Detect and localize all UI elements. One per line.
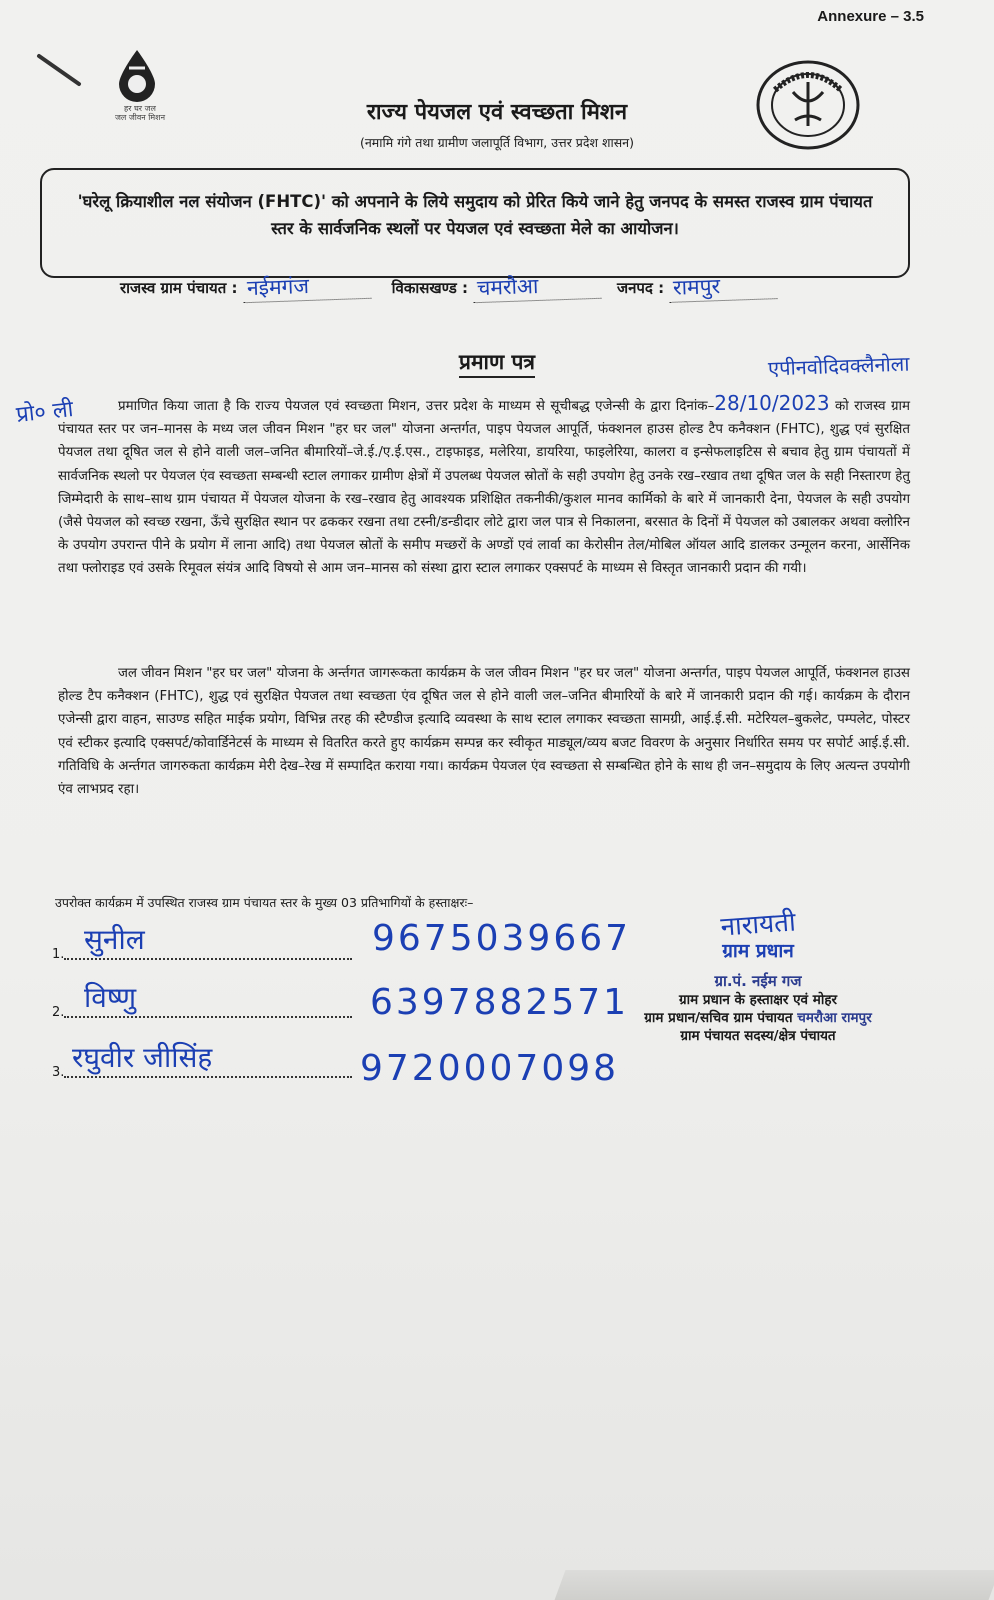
para1-text-b: के द्वारा दिनांक– bbox=[634, 399, 715, 414]
pradhan-line-1-a: ग्राम प्रधान bbox=[678, 992, 730, 1008]
certificate-paragraph-2: जल जीवन मिशन "हर घर जल" योजना के अर्न्तगत जागरूकता कार्यक्रम के जल जीवन मिशन "हर घर जल" योजना अन्तर्गत, पाइप पेयजल आपूर्ति, फंक्शनल हाउस होल्ड टैप कनैक्शन (FHTC), शुद्ध एवं सुरक्षित पेयजल तथा स्वच्छता एंव दूषित जल से होने वाली जल–जनित बीमारियों के बारे में जानकारी प्रदान की गई। कार्यक्रम के दौरान एजेन्सी द्वारा वाहन, साउण्ड सहित माईक प्रयोग, विभिन्न तरह की स्टैण्डीज इत्यादि व्यवस्था के साथ स्टाल लगाकर स्वच्छता सामग्री, आई.ई.सी. मटेरियल–बुकलेट, पम्पलेट, पोस्टर एवं स्टीकर इत्यादि एक्सपर्ट/कोवार्डिनेटर्स के माध्यम से वितरित करते हुए कार्यक्रम सम्पन्न कर स्वीकृत माड्यूल/व्यय बजट विवरण के अनुसार निर्धारित समय पर सपोर्ट आई.ई.सी. गतिविधि के अर्न्तगत जागरुकता कार्यक्रम मेरी देख–रेख में सम्पादित कराया गया। कार्यक्रम पेयजल एंव स्वच्छता से सम्बन्धित होने के साथ ही जन–समुदाय के लिए अत्यन्त उपयोगी एंव लाभप्रद रहा। bbox=[58, 666, 910, 798]
department-subtitle: (नमामि गंगे तथा ग्रामीण जलापूर्ति विभाग, उत्तर प्रदेश शासन) bbox=[359, 135, 634, 150]
participant-phone-3: 9720007098 bbox=[360, 1048, 620, 1089]
panchayat-label: राजस्व ग्राम पंचायत : bbox=[120, 279, 238, 297]
pradhan-line-3: ग्राम पंचायत सदस्य/क्षेत्र पंचायत bbox=[680, 1028, 836, 1044]
participant-phone-1: 9675039667 bbox=[372, 918, 632, 959]
block-label: विकासखण्ड : bbox=[391, 279, 469, 297]
program-date: 28/10/2023 bbox=[714, 391, 830, 415]
participant-name: सुनील bbox=[84, 923, 145, 956]
participant-name: रघुवीर जीसिंह bbox=[72, 1041, 213, 1074]
signature-line bbox=[64, 1016, 352, 1018]
paper-edge bbox=[555, 1570, 994, 1600]
participant-signature-3 bbox=[52, 1042, 352, 1086]
district-value: रामपुर bbox=[669, 270, 778, 303]
pradhan-line-1-b: के हस्ताक्षर एवं मोहर bbox=[734, 992, 838, 1008]
signatures-intro: उपरोक्त कार्यक्रम में उपस्थित राजस्व ग्राम पंचायत स्तर के मुख्य 03 प्रतिभागियों के हस्ताक्षरः– bbox=[55, 895, 474, 910]
location-fields bbox=[120, 272, 920, 301]
participant-signature-1 bbox=[52, 924, 352, 968]
certificate-paragraph-1 bbox=[58, 392, 910, 581]
para1-text-c: को राजस्व ग्राम पंचायत स्तर पर जन–मानस के मध्य जल जीवन मिशन "हर घर जल" योजना अन्तर्गत, पाइप पेयजल आपूर्ति, फंक्शनल हाउस होल्ड टैप कनैक्शन (FHTC), शुद्ध एवं सुरक्षित पेयजल तथा दूषित जल से होने वाली जल–जनित बीमारियों–जे.ई./ए.ई.एस., टाइफाइड, मलेरिया, डायरिया, फाइलेरिया, कालरा व इन्सेफलाइटिस से बचाव हेतु ग्राम पंचायतों में सार्वजनिक स्थलो पर पेयजल एंव स्वच्छता सम्बन्धी स्टाल लगाकर ग्रामीण क्षेत्रों में उपलब्ध पेयजल स्रोतों के सही उपयोग हेतु उनके रख–रखाव तथा दूषित जल के सही निस्तारण हेतु जिम्मेदारी के साथ–साथ ग्राम पंचायत में पेयजल योजना के रख–रखाव हेतु आवश्यक प्रशिक्षित तकनीकी/कुशल मानव कार्मिको के बारे में जानकारी देना, पेयजल के सही उपयोग (जैसे पेयजल को स्वच्छ रखना, ऊँचे सुरक्षित स्थान पर ढककर रखना तथा टस्नी/डन्डीदार लोटे द्वारा जल पात्र से निकालना, बरसात के दिनों में पेयजल को उबालकर अथवा क्लोरिन के उपयोग उपरान्त पीने के प्रयोग में लाना आदि) तथा पेयजल स्रोतों के समीप मच्छरों के अण्डों एवं लार्वा का केरोसीन तेल/मोबिल ऑयल आदि डालकर उन्मूलन करना, आर्सेनिक तथा फ्लोराइड एवं उसके रिमूवल संयंत्र आदि विषयो से आम जन–मानस को संस्था द्वारा स्टाल लगाकर एक्सपर्ट के माध्यम से विस्तृत जानकारी प्रदान की गयी। bbox=[58, 399, 911, 577]
pradhan-stamp-place: ग्रा.पं. नईम गज bbox=[714, 972, 802, 990]
pradhan-signature: नारायती bbox=[719, 907, 797, 943]
participant-number: 3. bbox=[52, 1065, 65, 1080]
participant-number: 1. bbox=[52, 947, 65, 962]
mission-title: राज्य पेयजल एवं स्वच्छता मिशन bbox=[366, 100, 628, 125]
annexure-label: Annexure – 3.5 bbox=[817, 8, 924, 25]
participant-number: 2. bbox=[52, 1005, 65, 1020]
panchayat-value: नईमगंज bbox=[242, 270, 371, 303]
participant-name: विष्णु bbox=[84, 981, 137, 1014]
signature-line bbox=[64, 958, 352, 960]
block-value: चमरौआ bbox=[473, 270, 602, 303]
logo-tagline: हर घर जल जल जीवन मिशन bbox=[114, 104, 166, 122]
firm-name-handwritten: प्रो० ली bbox=[15, 397, 75, 428]
signature-line bbox=[64, 1076, 352, 1078]
certificate-heading-text: प्रमाण पत्र bbox=[459, 350, 535, 378]
pradhan-signature-block bbox=[618, 905, 898, 1045]
program-title-box: 'घरेलू क्रियाशील नल संयोजन (FHTC)' को अपनाने के लिये समुदाय को प्रेरित किये जाने हेतु जनपद के समस्त राजस्व ग्राम पंचायत स्तर के सार्वजनिक स्थलों पर पेयजल एवं स्वच्छता मेले का आयोजन। bbox=[40, 168, 910, 278]
agency-name-handwritten: एपीनवोदिवक्लैनोला bbox=[767, 351, 910, 381]
pradhan-stamp-title: ग्राम प्रधान bbox=[722, 940, 794, 962]
pradhan-line-1 bbox=[618, 991, 898, 1009]
pradhan-line-2-stamp: चमरौआ रामपुर bbox=[797, 1010, 872, 1026]
pen-stroke-mark bbox=[35, 50, 85, 90]
pradhan-line-2-a: ग्राम प्रधान/सचिव ग्राम पंचायत bbox=[644, 1010, 793, 1026]
participant-phone-2: 6397882571 bbox=[370, 982, 630, 1023]
participant-signature-2 bbox=[52, 982, 352, 1026]
para1-text-a: प्रमाणित किया जाता है कि राज्य पेयजल एवं स्वच्छता मिशन, उत्तर प्रदेश के माध्यम से सूचीबद्ध एजेन्सी bbox=[118, 399, 630, 414]
pradhan-line-2 bbox=[618, 1009, 898, 1027]
district-label: जनपद : bbox=[616, 279, 665, 297]
